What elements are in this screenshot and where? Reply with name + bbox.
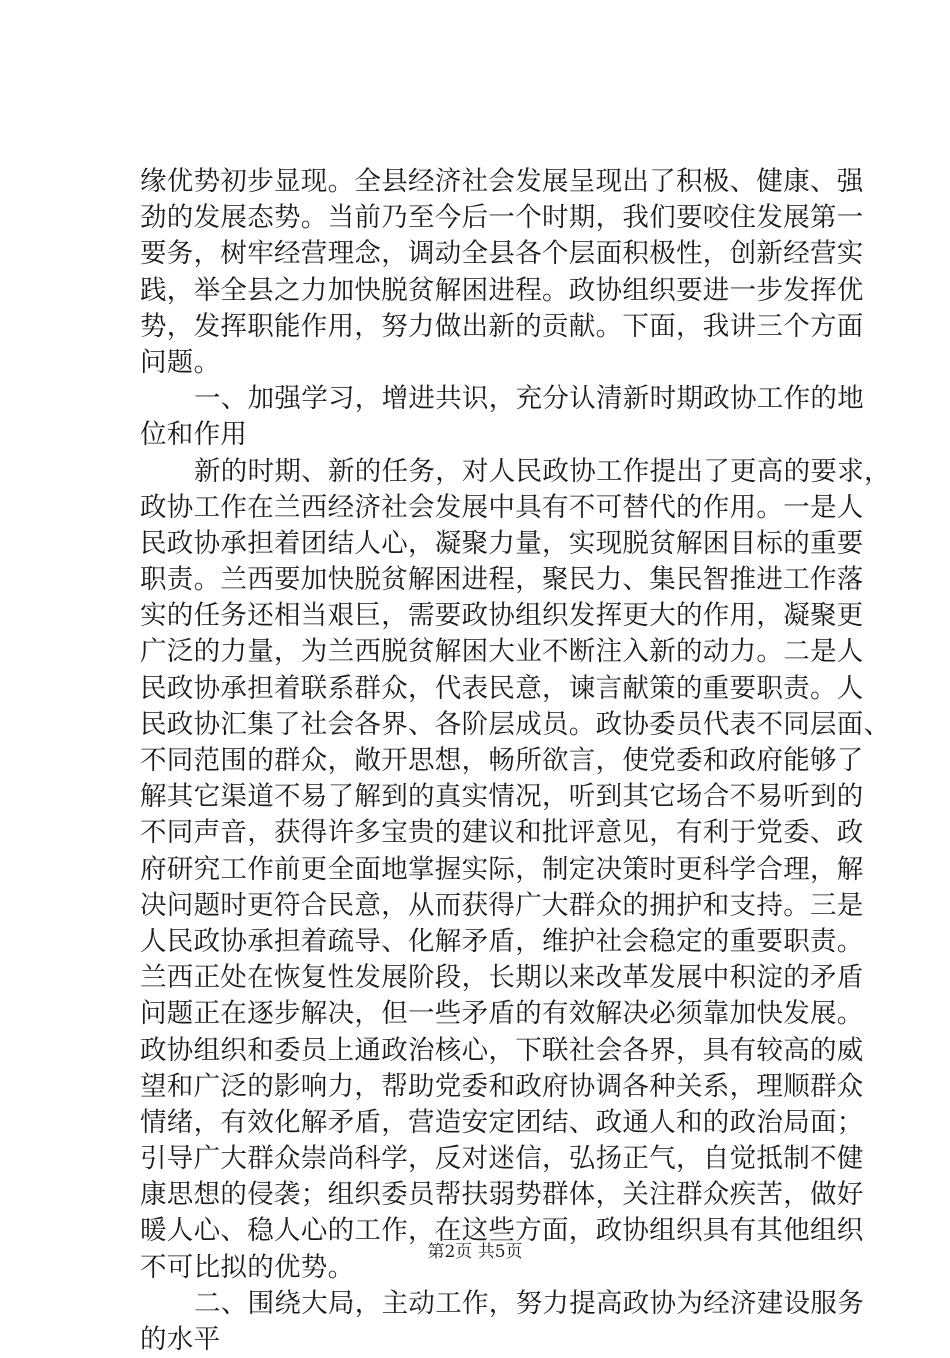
text-line: 政协工作在兰西经济社会发展中具有不可替代的作用。一是人 xyxy=(140,491,864,523)
text-line: 的水平 xyxy=(140,1324,221,1355)
body-text xyxy=(140,164,891,1358)
text-line: 不同声音，获得许多宝贵的建议和批评意见，有利于党委、政 xyxy=(140,817,864,849)
text-line: 缘优势初步显现。全县经济社会发展呈现出了积极、健康、强 xyxy=(140,166,864,197)
text-line: 职责。兰西要加快脱贫解困进程，聚民力、集民智推进工作落 xyxy=(140,564,864,596)
text-line: 二、围绕大局，主动工作，努力提高政协为经济建设服务 xyxy=(194,1287,864,1319)
text-line: 一、加强学习，增进共识，充分认清新时期政协工作的地 xyxy=(194,383,864,415)
text-line: 势，发挥职能作用，努力做出新的贡献。下面，我讲三个方面 xyxy=(140,310,864,342)
page-number-footer: 第2页 共5页 xyxy=(427,1242,523,1262)
text-line: 望和广泛的影响力，帮助党委和政府协调各种关系，理顺群众 xyxy=(140,1070,864,1102)
text-line: 康思想的侵袭；组织委员帮扶弱势群体，关注群众疾苦，做好 xyxy=(140,1179,864,1211)
text-line: 践，举全县之力加快脱贫解困进程。政协组织要进一步发挥优 xyxy=(140,274,864,306)
text-line: 决问题时更符合民意，从而获得广大群众的拥护和支持。三是 xyxy=(140,889,864,921)
text-line: 兰西正处在恢复性发展阶段，长期以来改革发展中积淀的矛盾 xyxy=(140,962,864,994)
text-line: 要务，树牢经营理念，调动全县各个层面积极性，创新经营实 xyxy=(140,238,864,270)
text-line: 民政协承担着联系群众，代表民意，谏言献策的重要职责。人 xyxy=(140,672,864,704)
text-line: 问题正在逐步解决，但一些矛盾的有效解决必须靠加快发展。 xyxy=(140,998,864,1030)
text-line: 问题。 xyxy=(140,346,221,378)
text-line: 民政协汇集了社会各界、各阶层成员。政协委员代表不同层面、 xyxy=(140,708,891,740)
text-line: 民政协承担着团结人心，凝聚力量，实现脱贫解困目标的重要 xyxy=(140,527,864,559)
text-line: 引导广大群众崇尚科学，反对迷信，弘扬正气，自觉抵制不健 xyxy=(140,1143,864,1175)
text-line: 新的时期、新的任务，对人民政协工作提出了更高的要求， xyxy=(194,455,891,487)
text-line: 劲的发展态势。当前乃至今后一个时期，我们要咬住发展第一 xyxy=(140,202,864,234)
text-line: 不可比拟的优势。 xyxy=(140,1251,355,1283)
text-line: 广泛的力量，为兰西脱贫解困大业不断注入新的动力。二是人 xyxy=(140,636,864,668)
text-line: 不同范围的群众，敞开思想，畅所欲言，使党委和政府能够了 xyxy=(140,745,864,776)
text-line: 人民政协承担着疏导、化解矛盾，维护社会稳定的重要职责。 xyxy=(140,925,864,957)
text-line: 暖人心、稳人心的工作，在这些方面，政协组织具有其他组织 xyxy=(140,1215,864,1247)
text-line: 位和作用 xyxy=(140,419,248,451)
text-line: 府研究工作前更全面地掌握实际，制定决策时更科学合理，解 xyxy=(140,853,864,885)
text-line: 政协组织和委员上通政治核心，下联社会各界，具有较高的威 xyxy=(140,1034,864,1066)
text-line: 实的任务还相当艰巨，需要政协组织发挥更大的作用，凝聚更 xyxy=(140,600,864,632)
text-line: 解其它渠道不易了解到的真实情况，听到其它场合不易听到的 xyxy=(140,781,864,813)
text-line: 情绪，有效化解矛盾，营造安定团结、政通人和的政治局面； xyxy=(140,1106,864,1138)
